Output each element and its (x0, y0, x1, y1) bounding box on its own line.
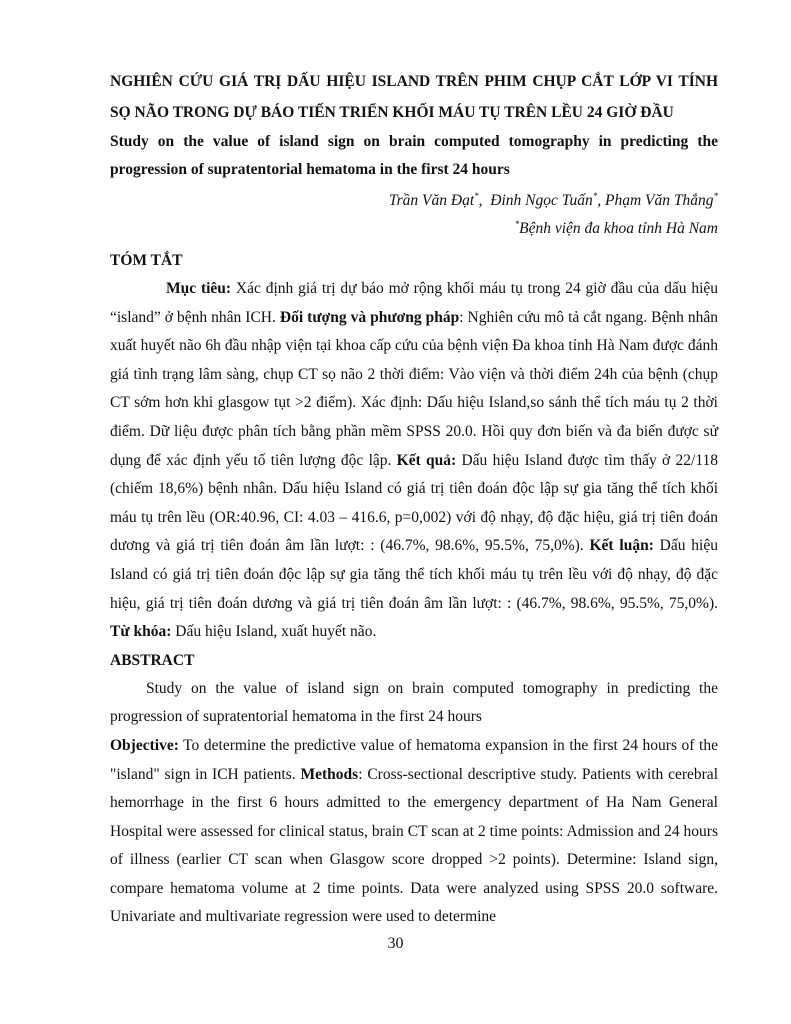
affiliation-text: Bệnh viện đa khoa tỉnh Hà Nam (519, 220, 718, 237)
conclusion-text-vi: Dấu hiệu Island có giá trị tiên đoán độc lập sự gia tăng thể tích khối máu tụ trên lều với độ nhạy, độ đặc hiệu, giá trị tiên đoán dương và giá trị tiên đoán âm lần lượt: : (46.7%, 98.6%, 95.5%, 75,0%). (110, 537, 718, 612)
results-text-vi: Dấu hiệu Island được tìm thấy ở 22/118 (chiếm 18,6%) bệnh nhân. Dấu hiệu Island có giá trị tiên đoán độc lập sự gia tăng thể tích khối máu tụ trên lều (OR:40.96, CI: 4.03 – 416.6, p=0,002) với độ nhạy, độ đặc hiệu, giá trị tiên đoán dương và giá trị tiên đoán âm lần lượt: : (46.7%, 98.6%, 95.5%, 75,0%). (110, 451, 719, 555)
methods-label-en: Methods (300, 765, 359, 783)
abstract-title-repeat: Study on the value of island sign on brain computed tomography in predicting the progression of supratentorial hematoma in the first 24 hours (110, 679, 718, 726)
author-mark: * (713, 190, 718, 201)
summary-paragraph (110, 275, 718, 647)
methods-text-en: : Cross-sectional descriptive study. Patients with cerebral hemorrhage in the first 6 hours admitted to the emergency department of Ha Nam General Hospital were assessed for clinical status, brain CT scan at 2 time points: Admission and 24 hours of illness (earlier CT scan when Glasgow score dropped >2 points). Determine: Island sign, compare hematoma volume at 2 time points. Data were analyzed using SPSS 20.0 software. Univariate and multivariate regression were used to determine (110, 765, 718, 926)
summary-heading: TÓM TẮT (110, 252, 183, 269)
author-name: Phạm Văn Thắng (605, 192, 714, 209)
affiliation-mark: * (514, 218, 520, 229)
author-list: Trần Văn Đạt*, Đinh Ngọc Tuấn*, Phạm Văn Thắng* (388, 190, 718, 209)
abstract-paragraph (110, 732, 718, 932)
affiliation (110, 215, 718, 243)
author-mark: * (474, 190, 479, 201)
abstract-heading: ABSTRACT (110, 651, 195, 669)
paper-page (110, 66, 718, 932)
methods-text-vi: : Nghiên cứu mô tả cắt ngang. Bệnh nhân xuất huyết não 6h đầu nhập viện tại khoa cấp cứu của bệnh viện Đa khoa tỉnh Hà Nam được đánh giá tình trạng lâm sàng, chụp CT sọ não 2 thời điểm: Vào viện và thời điểm 24h của bệnh (chụp CT sớm hơn khi glasgow tụt >2 điểm). Xác định: Dấu hiệu Island,so sánh thể tích máu tụ 2 thời điểm. Dữ liệu được phân tích bằng phần mềm SPSS 20.0. Hồi quy đơn biến và đa biến được sử dụng để xác định yếu tố tiên lượng độc lập. (110, 308, 718, 469)
keywords-text-vi: Dấu hiệu Island, xuất huyết não. (171, 623, 377, 641)
methods-label-vi: Đối tượng và phương pháp (279, 308, 460, 326)
objective-text-vi: Xác định giá trị dự báo mở rộng khối máu tụ trong 24 giờ đầu của dấu hiệu “island” ở bệnh nhân ICH. (110, 280, 719, 326)
author-name: Trần Văn Đạt (388, 192, 475, 209)
objective-text-en: To determine the predictive value of hematoma expansion in the first 24 hours of the "island" sign in ICH patients. (110, 736, 718, 783)
title-english: Study on the value of island sign on brain computed tomography in predicting the progression of supratentorial hematoma in the first 24 hours (110, 133, 718, 178)
results-label-vi: Kết quả: (396, 451, 457, 469)
title-vietnamese: NGHIÊN CỨU GIÁ TRỊ DẤU HIỆU ISLAND TRÊN PHIM CHỤP CẮT LỚP VI TÍNH SỌ NÃO TRONG DỰ BÁO TIẾN TRIỂN KHỐI MÁU TỤ TRÊN LỀU 24 GIỜ ĐẦU (110, 73, 718, 121)
objective-label-en: Objective: (110, 736, 179, 754)
page-number: 30 (387, 935, 404, 952)
objective-label-vi: Mục tiêu: (166, 280, 232, 297)
author-name: Đinh Ngọc Tuấn (490, 192, 593, 209)
conclusion-label-vi: Kết luận: (589, 537, 654, 555)
author-mark: * (592, 190, 598, 201)
keywords-label-vi: Từ khóa: (110, 623, 172, 641)
